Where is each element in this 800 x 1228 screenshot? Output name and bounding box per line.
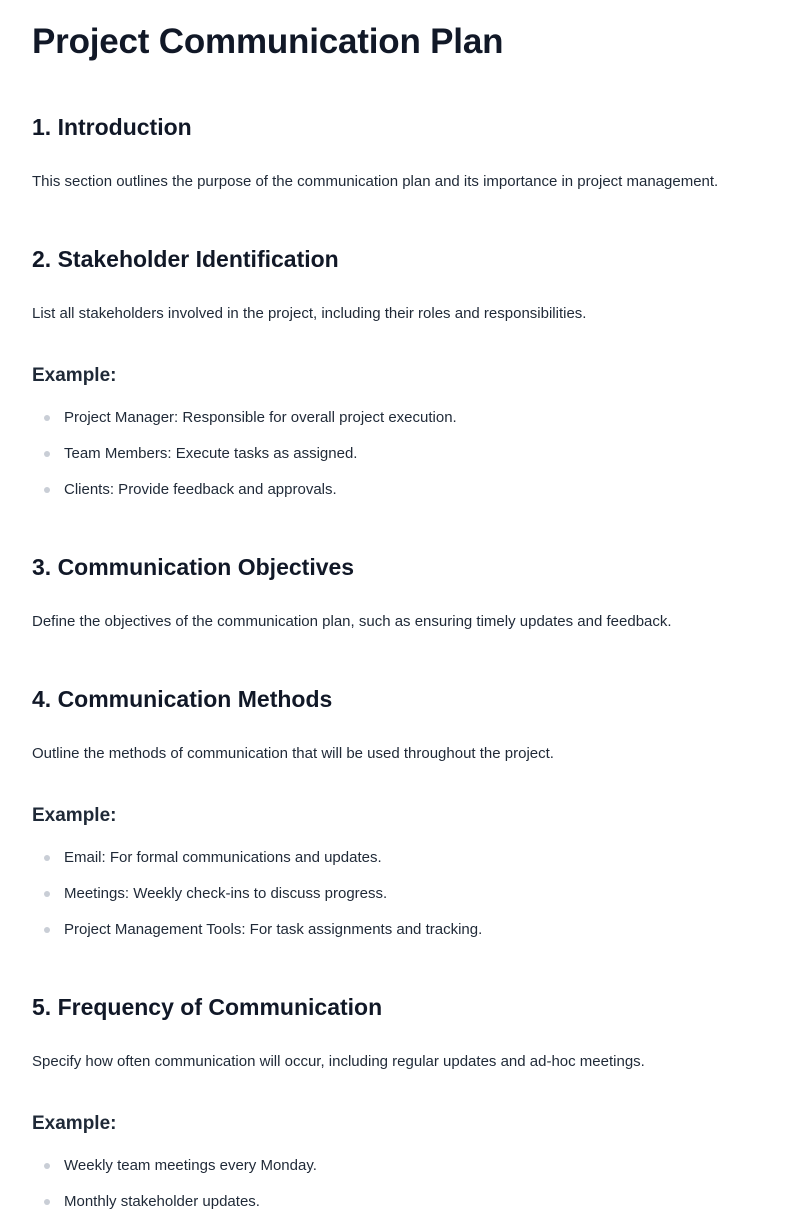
section-heading-frequency-of-communication: 5. Frequency of Communication bbox=[32, 994, 383, 1020]
section-text-communication-methods: Outline the methods of communication that will be used throughout the project. bbox=[32, 745, 554, 762]
bullet-icon bbox=[44, 927, 50, 933]
example-heading: Example: bbox=[32, 365, 117, 386]
list-item-text: Meetings: Weekly check-ins to discuss progress. bbox=[64, 885, 388, 902]
page-title: Project Communication Plan bbox=[32, 22, 504, 61]
section-heading-communication-objectives: 3. Communication Objectives bbox=[32, 554, 355, 580]
section-heading-communication-methods: 4. Communication Methods bbox=[32, 686, 333, 712]
bullet-icon bbox=[44, 415, 50, 421]
list-item-text: Email: For formal communications and updates. bbox=[64, 849, 382, 866]
bullet-icon bbox=[44, 891, 50, 897]
bullet-icon bbox=[44, 855, 50, 861]
bullet-icon bbox=[44, 451, 50, 457]
list-item-text: Clients: Provide feedback and approvals. bbox=[64, 481, 337, 498]
example-heading: Example: bbox=[32, 805, 117, 826]
list-item-text: Team Members: Execute tasks as assigned. bbox=[64, 445, 358, 462]
section-heading-introduction: 1. Introduction bbox=[32, 114, 192, 140]
list-item-text: Project Management Tools: For task assignments and tracking. bbox=[64, 921, 483, 938]
section-text-communication-objectives: Define the objectives of the communication plan, such as ensuring timely updates and feedback. bbox=[32, 613, 672, 630]
section-heading-stakeholder-identification: 2. Stakeholder Identification bbox=[32, 246, 339, 272]
section-text-frequency-of-communication: Specify how often communication will occur, including regular updates and ad-hoc meetings. bbox=[32, 1053, 645, 1070]
list-item-text: Monthly stakeholder updates. bbox=[64, 1193, 260, 1210]
list-item-text: Project Manager: Responsible for overall project execution. bbox=[64, 409, 457, 426]
list-item-text: Weekly team meetings every Monday. bbox=[64, 1157, 317, 1174]
example-heading: Example: bbox=[32, 1113, 117, 1134]
section-text-stakeholder-identification: List all stakeholders involved in the project, including their roles and responsibilities. bbox=[32, 305, 587, 322]
section-text-introduction: This section outlines the purpose of the communication plan and its importance in project management. bbox=[32, 173, 719, 190]
bullet-icon bbox=[44, 487, 50, 493]
bullet-icon bbox=[44, 1163, 50, 1169]
